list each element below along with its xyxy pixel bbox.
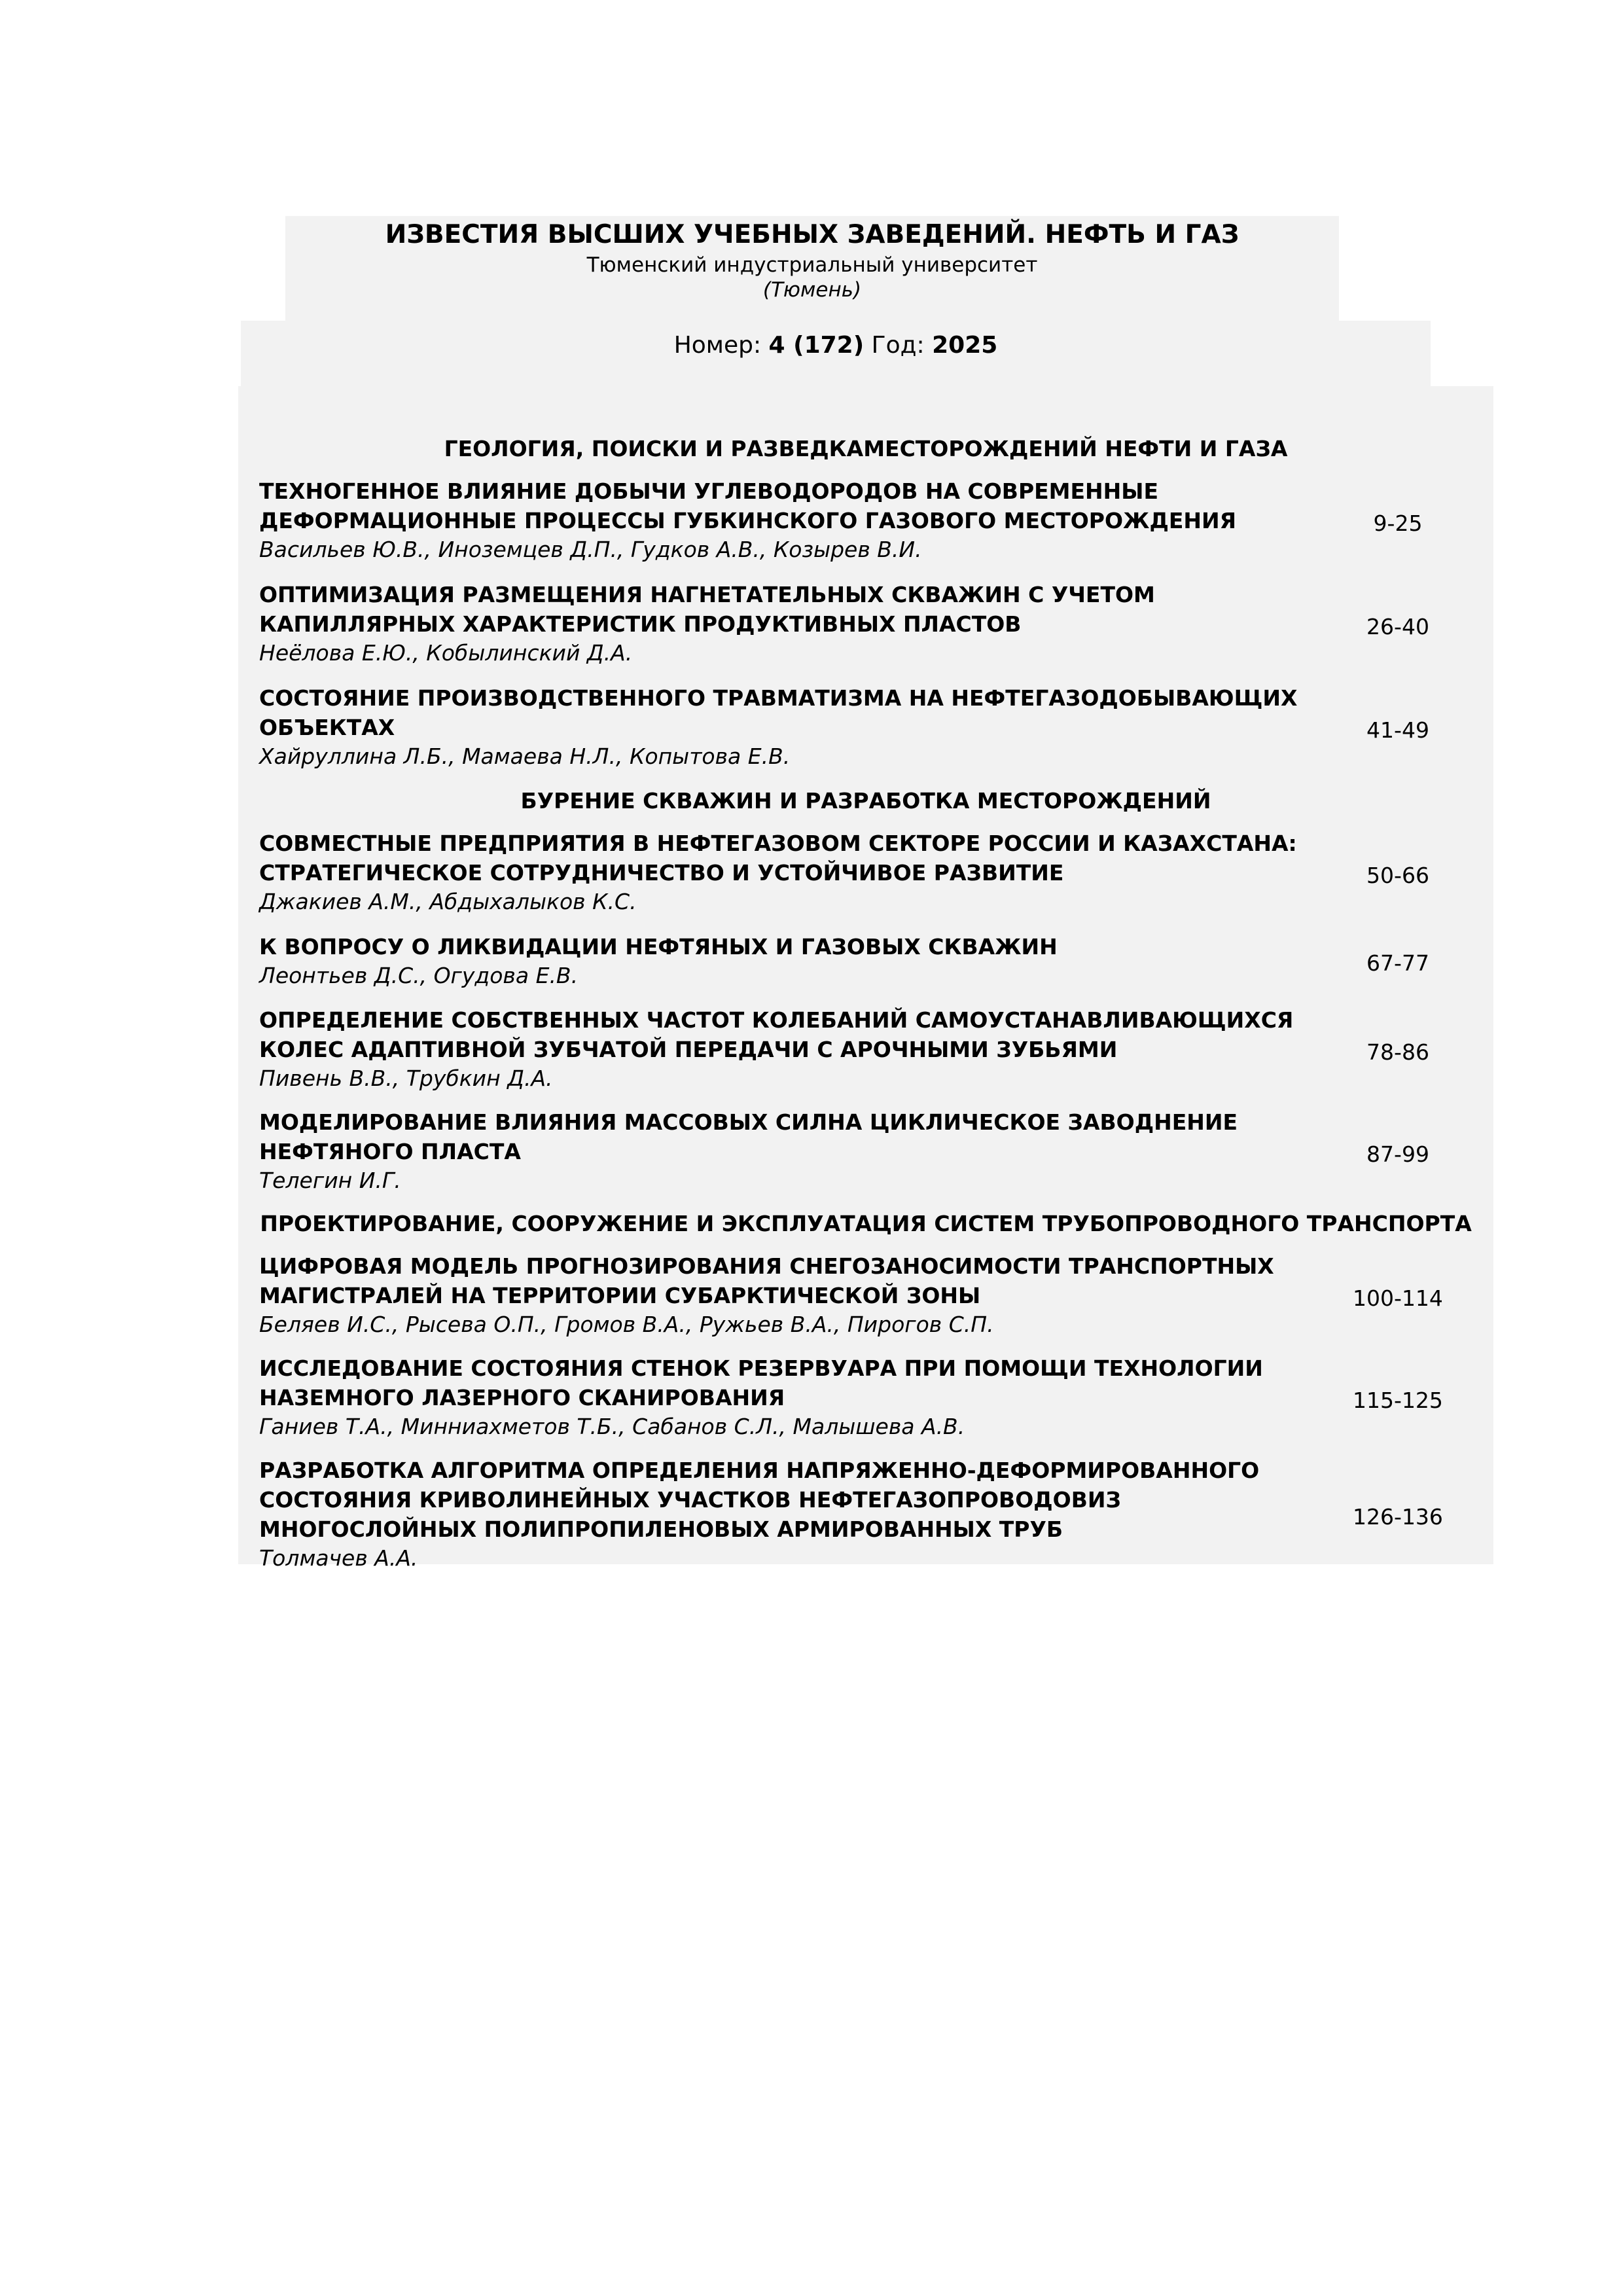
article-pages: 78-86 <box>1366 1039 1429 1065</box>
article-authors: Неёлова Е.Ю., Кобылинский Д.А. <box>259 640 633 666</box>
article-title[interactable]: ИССЛЕДОВАНИЕ СОСТОЯНИЯ СТЕНОК РЕЗЕРВУАРА ПРИ ПОМОЩИ ТЕХНОЛОГИИ НАЗЕМНОГО ЛАЗЕРНОГО СКАНИРОВАНИЯ <box>259 1355 1263 1410</box>
article-entry <box>259 683 1424 771</box>
article-title[interactable]: ОПТИМИЗАЦИЯ РАЗМЕЩЕНИЯ НАГНЕТАТЕЛЬНЫХ СКВАЖИН С УЧЕТОМ КАПИЛЛЯРНЫХ ХАРАКТЕРИСТИК ПРОДУКТИВНЫХ ПЛАСТОВ <box>259 582 1155 637</box>
article-entry <box>259 1107 1424 1195</box>
issue-number: 4 (172) <box>768 332 865 359</box>
issue-year: 2025 <box>932 332 998 359</box>
article-pages: 41-49 <box>1366 717 1429 743</box>
article-entry <box>259 476 1424 564</box>
article-authors: Пивень В.В., Трубкин Д.А. <box>259 1066 553 1091</box>
article-pages: 126-136 <box>1353 1504 1443 1530</box>
journal-title: ИЗВЕСТИЯ ВЫСШИХ УЧЕБНЫХ ЗАВЕДЕНИЙ. НЕФТЬ И ГАЗ <box>385 220 1240 249</box>
article-authors: Джакиев А.М., Абдыхалыков К.С. <box>259 889 637 914</box>
section-title: ГЕОЛОГИЯ, ПОИСКИ И РАЗВЕДКАМЕСТОРОЖДЕНИЙ НЕФТИ И ГАЗА <box>444 436 1288 461</box>
article-entry <box>259 1251 1424 1339</box>
issue-year-label: Год: <box>871 332 925 359</box>
article-authors: Васильев Ю.В., Иноземцев Д.П., Гудков А.В., Козырев В.И. <box>259 537 922 562</box>
article-entry <box>259 1005 1424 1093</box>
article-pages: 67-77 <box>1366 950 1429 976</box>
article-title[interactable]: СОСТОЯНИЕ ПРОИЗВОДСТВЕННОГО ТРАВМАТИЗМА НА НЕФТЕГАЗОДОБЫВАЮЩИХ ОБЪЕКТАХ <box>259 685 1298 740</box>
article-entry <box>259 932 1424 990</box>
article-entry <box>259 1456 1424 1573</box>
article-title[interactable]: К ВОПРОСУ О ЛИКВИДАЦИИ НЕФТЯНЫХ И ГАЗОВЫХ СКВАЖИН <box>259 934 1058 960</box>
article-pages: 50-66 <box>1366 863 1429 888</box>
article-title[interactable]: СОВМЕСТНЫЕ ПРЕДПРИЯТИЯ В НЕФТЕГАЗОВОМ СЕКТОРЕ РОССИИ И КАЗАХСТАНА: СТРАТЕГИЧЕСКОЕ СОТРУДНИЧЕСТВО И УСТОЙЧИВОЕ РАЗВИТИЕ <box>259 831 1297 886</box>
article-title[interactable]: ТЕХНОГЕННОЕ ВЛИЯНИЕ ДОБЫЧИ УГЛЕВОДОРОДОВ НА СОВРЕМЕННЫЕ ДЕФОРМАЦИОННЫЕ ПРОЦЕССЫ ГУБКИНСКОГО ГАЗОВОГО МЕСТОРОЖДЕНИЯ <box>259 478 1237 533</box>
article-title[interactable]: ЦИФРОВАЯ МОДЕЛЬ ПРОГНОЗИРОВАНИЯ СНЕГОЗАНОСИМОСТИ ТРАНСПОРТНЫХ МАГИСТРАЛЕЙ НА ТЕРРИТОРИИ СУБАРКТИЧЕСКОЙ ЗОНЫ <box>259 1253 1274 1308</box>
article-authors: Толмачев А.А. <box>259 1545 418 1571</box>
journal-university: Тюменский индустриальный университет <box>586 253 1038 277</box>
article-title[interactable]: РАЗРАБОТКА АЛГОРИТМА ОПРЕДЕЛЕНИЯ НАПРЯЖЕННО-ДЕФОРМИРОВАННОГО СОСТОЯНИЯ КРИВОЛИНЕЙНЫХ УЧАСТКОВ НЕФТЕГАЗОПРОВОДОВИЗ МНОГОСЛОЙНЫХ ПОЛИПРОПИЛЕНОВЫХ АРМИРОВАННЫХ ТРУБ <box>259 1458 1260 1542</box>
journal-city: (Тюмень) <box>762 278 862 302</box>
article-entry <box>259 580 1424 668</box>
article-title[interactable]: ОПРЕДЕЛЕНИЕ СОБСТВЕННЫХ ЧАСТОТ КОЛЕБАНИЙ САМОУСТАНАВЛИВАЮЩИХСЯ КОЛЕС АДАПТИВНОЙ ЗУБЧАТОЙ ПЕРЕДАЧИ С АРОЧНЫМИ ЗУБЬЯМИ <box>259 1007 1294 1062</box>
article-authors: Хайруллина Л.Б., Мамаева Н.Л., Копытова Е.В. <box>259 744 791 769</box>
section-title: БУРЕНИЕ СКВАЖИН И РАЗРАБОТКА МЕСТОРОЖДЕНИЙ <box>520 788 1211 814</box>
article-pages: 26-40 <box>1366 614 1429 639</box>
article-entry <box>259 829 1424 916</box>
article-entry <box>259 1354 1424 1441</box>
article-pages: 115-125 <box>1353 1388 1443 1413</box>
article-pages: 100-114 <box>1353 1285 1443 1311</box>
article-authors: Беляев И.С., Рысева О.П., Громов В.А., Ружьев В.А., Пирогов С.П. <box>259 1312 994 1337</box>
issue-line <box>241 330 1431 361</box>
article-authors: Телегин И.Г. <box>259 1168 401 1193</box>
article-pages: 9-25 <box>1373 511 1423 536</box>
article-authors: Ганиев Т.А., Минниахметов Т.Б., Сабанов С.Л., Малышева А.В. <box>259 1414 965 1439</box>
article-title[interactable]: МОДЕЛИРОВАНИЕ ВЛИЯНИЯ МАССОВЫХ СИЛНА ЦИКЛИЧЕСКОЕ ЗАВОДНЕНИЕ НЕФТЯНОГО ПЛАСТА <box>259 1109 1238 1164</box>
issue-number-label: Номер: <box>673 332 762 359</box>
section-title: ПРОЕКТИРОВАНИЕ, СООРУЖЕНИЕ И ЭКСПЛУАТАЦИЯ СИСТЕМ ТРУБОПРОВОДНОГО ТРАНСПОРТА <box>260 1211 1472 1236</box>
article-authors: Леонтьев Д.С., Огудова Е.В. <box>259 963 579 988</box>
article-pages: 87-99 <box>1366 1141 1429 1167</box>
